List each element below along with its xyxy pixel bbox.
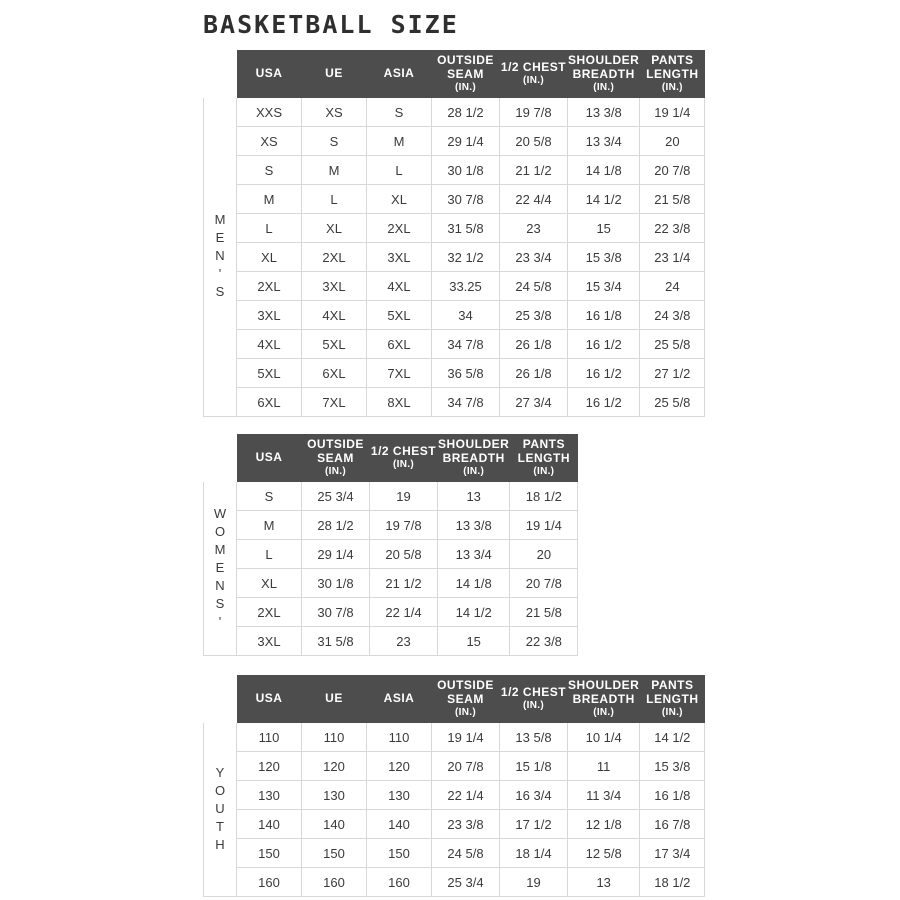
cell: 130 bbox=[367, 781, 432, 810]
page-title: BASKETBALL SIZE bbox=[203, 10, 459, 39]
cell: 15 1/8 bbox=[500, 752, 568, 781]
cell: 10 1/4 bbox=[568, 723, 640, 752]
table-row bbox=[204, 98, 705, 127]
cell: 21 1/2 bbox=[500, 156, 568, 185]
cell: 23 bbox=[500, 214, 568, 243]
cell: 14 1/2 bbox=[640, 723, 705, 752]
cell: 7XL bbox=[367, 359, 432, 388]
cell: 23 3/4 bbox=[500, 243, 568, 272]
mens-col-half-chest bbox=[500, 51, 568, 98]
mens-header-row bbox=[204, 51, 705, 98]
mens-col-pants-length-unit: (IN.) bbox=[661, 82, 683, 94]
mens-col-shoulder-breadth-unit: (IN.) bbox=[593, 82, 615, 94]
cell: M bbox=[367, 127, 432, 156]
cell: 20 bbox=[510, 540, 578, 569]
cell: 2XL bbox=[237, 272, 302, 301]
cell: 2XL bbox=[237, 598, 302, 627]
cell: 26 1/8 bbox=[500, 330, 568, 359]
womens-size-table bbox=[203, 434, 578, 656]
cell: 160 bbox=[302, 868, 367, 897]
youth-col-half-chest-label: 1/2 CHEST bbox=[500, 685, 567, 700]
cell: 4XL bbox=[302, 301, 367, 330]
cell: 150 bbox=[302, 839, 367, 868]
cell: 22 3/8 bbox=[510, 627, 578, 656]
cell: M bbox=[302, 156, 367, 185]
cell: 18 1/2 bbox=[510, 482, 578, 511]
cell: 150 bbox=[237, 839, 302, 868]
cell: 19 bbox=[370, 482, 438, 511]
cell: 5XL bbox=[367, 301, 432, 330]
youth-table-body bbox=[204, 723, 705, 897]
cell: 34 bbox=[432, 301, 500, 330]
cell: 20 5/8 bbox=[370, 540, 438, 569]
cell: 14 1/8 bbox=[568, 156, 640, 185]
mens-col-half-chest-label: 1/2 CHEST bbox=[500, 60, 567, 75]
cell: 6XL bbox=[302, 359, 367, 388]
table-row bbox=[204, 810, 705, 839]
cell: 5XL bbox=[237, 359, 302, 388]
cell: 19 7/8 bbox=[500, 98, 568, 127]
cell: 18 1/4 bbox=[500, 839, 568, 868]
cell: L bbox=[367, 156, 432, 185]
cell: 19 1/4 bbox=[640, 98, 705, 127]
cell: 28 1/2 bbox=[302, 511, 370, 540]
womens-col-half-chest-unit: (IN.) bbox=[393, 459, 414, 471]
youth-col-shoulder-breadth-unit: (IN.) bbox=[593, 707, 615, 719]
cell: 3XL bbox=[302, 272, 367, 301]
womens-group-label bbox=[204, 482, 237, 656]
cell: 2XL bbox=[367, 214, 432, 243]
cell: 15 3/8 bbox=[568, 243, 640, 272]
cell: 140 bbox=[302, 810, 367, 839]
table-row bbox=[204, 781, 705, 810]
youth-col-shoulder-breadth bbox=[568, 676, 640, 723]
womens-col-pants-length-label: PANTS LENGTH bbox=[517, 437, 571, 466]
cell: 11 3/4 bbox=[568, 781, 640, 810]
cell: 20 bbox=[640, 127, 705, 156]
cell: 31 5/8 bbox=[432, 214, 500, 243]
youth-group-label bbox=[204, 723, 237, 897]
youth-col-pants-length bbox=[640, 676, 705, 723]
cell: 31 5/8 bbox=[302, 627, 370, 656]
womens-col-outside-seam-unit: (IN.) bbox=[325, 466, 346, 478]
cell: 120 bbox=[367, 752, 432, 781]
table-row bbox=[204, 156, 705, 185]
cell: 33.25 bbox=[432, 272, 500, 301]
mens-col-outside-seam-label: OUTSIDE SEAM bbox=[437, 53, 494, 82]
table-row bbox=[204, 272, 705, 301]
womens-col-shoulder-breadth-label: SHOULDER BREADTH bbox=[438, 437, 510, 466]
cell: 19 1/4 bbox=[432, 723, 500, 752]
mens-size-table-block bbox=[203, 50, 705, 417]
table-row bbox=[204, 839, 705, 868]
cell: 14 1/2 bbox=[568, 185, 640, 214]
mens-size-table bbox=[203, 50, 705, 417]
cell: 16 1/2 bbox=[568, 330, 640, 359]
womens-corner-cell bbox=[204, 435, 237, 482]
cell: 20 5/8 bbox=[500, 127, 568, 156]
womens-col-pants-length-unit: (IN.) bbox=[533, 466, 555, 478]
cell: 22 1/4 bbox=[432, 781, 500, 810]
cell: 8XL bbox=[367, 388, 432, 417]
cell: 6XL bbox=[367, 330, 432, 359]
cell: 17 3/4 bbox=[640, 839, 705, 868]
cell: 19 1/4 bbox=[510, 511, 578, 540]
cell: 6XL bbox=[237, 388, 302, 417]
cell: 160 bbox=[367, 868, 432, 897]
cell: 16 1/8 bbox=[640, 781, 705, 810]
mens-group-label-text: MEN'S bbox=[212, 212, 228, 302]
cell: XS bbox=[302, 98, 367, 127]
cell: 21 1/2 bbox=[370, 569, 438, 598]
mens-table-body bbox=[204, 98, 705, 417]
cell: 150 bbox=[367, 839, 432, 868]
cell: 13 3/4 bbox=[438, 540, 510, 569]
cell: 25 3/8 bbox=[500, 301, 568, 330]
cell: 22 3/8 bbox=[640, 214, 705, 243]
cell: 15 3/4 bbox=[568, 272, 640, 301]
table-row bbox=[204, 243, 705, 272]
cell: L bbox=[237, 540, 302, 569]
cell: 13 3/8 bbox=[438, 511, 510, 540]
cell: XL bbox=[302, 214, 367, 243]
table-row bbox=[204, 540, 578, 569]
youth-col-pants-length-label: PANTS LENGTH bbox=[646, 678, 699, 707]
cell: 22 4/4 bbox=[500, 185, 568, 214]
cell: 16 1/2 bbox=[568, 388, 640, 417]
mens-col-half-chest-unit: (IN.) bbox=[523, 75, 544, 87]
womens-table-body bbox=[204, 482, 578, 656]
womens-size-table-block bbox=[203, 434, 578, 656]
cell: 3XL bbox=[237, 627, 302, 656]
youth-table-head bbox=[204, 676, 705, 723]
table-row bbox=[204, 627, 578, 656]
mens-col-shoulder-breadth-label: SHOULDER BREADTH bbox=[568, 53, 640, 82]
mens-col-ue: UE bbox=[302, 51, 367, 98]
cell: S bbox=[367, 98, 432, 127]
cell: 25 3/4 bbox=[302, 482, 370, 511]
cell: 110 bbox=[367, 723, 432, 752]
cell: 12 5/8 bbox=[568, 839, 640, 868]
cell: 19 7/8 bbox=[370, 511, 438, 540]
youth-col-ue: UE bbox=[302, 676, 367, 723]
youth-col-outside-seam-label: OUTSIDE SEAM bbox=[437, 678, 494, 707]
cell: 160 bbox=[237, 868, 302, 897]
cell: 3XL bbox=[367, 243, 432, 272]
cell: XL bbox=[367, 185, 432, 214]
cell: 13 3/4 bbox=[568, 127, 640, 156]
cell: 13 5/8 bbox=[500, 723, 568, 752]
youth-col-asia: ASIA bbox=[367, 676, 432, 723]
youth-group-label-text: YOUTH bbox=[212, 764, 228, 855]
youth-col-shoulder-breadth-label: SHOULDER BREADTH bbox=[568, 678, 640, 707]
cell: 29 1/4 bbox=[432, 127, 500, 156]
cell: 20 7/8 bbox=[510, 569, 578, 598]
cell: 29 1/4 bbox=[302, 540, 370, 569]
cell: 34 7/8 bbox=[432, 388, 500, 417]
cell: 2XL bbox=[302, 243, 367, 272]
cell: 30 1/8 bbox=[432, 156, 500, 185]
table-row bbox=[204, 127, 705, 156]
mens-col-usa: USA bbox=[237, 51, 302, 98]
cell: 17 1/2 bbox=[500, 810, 568, 839]
cell: 130 bbox=[302, 781, 367, 810]
youth-col-pants-length-unit: (IN.) bbox=[661, 707, 683, 719]
youth-corner-cell bbox=[204, 676, 237, 723]
cell: M bbox=[237, 511, 302, 540]
cell: 16 3/4 bbox=[500, 781, 568, 810]
youth-size-table-block bbox=[203, 675, 705, 897]
cell: 16 1/2 bbox=[568, 359, 640, 388]
cell: 5XL bbox=[302, 330, 367, 359]
mens-col-pants-length bbox=[640, 51, 705, 98]
mens-col-outside-seam bbox=[432, 51, 500, 98]
table-row bbox=[204, 330, 705, 359]
cell: 20 7/8 bbox=[640, 156, 705, 185]
table-row bbox=[204, 868, 705, 897]
cell: 27 3/4 bbox=[500, 388, 568, 417]
mens-col-asia: ASIA bbox=[367, 51, 432, 98]
table-row bbox=[204, 598, 578, 627]
table-row bbox=[204, 388, 705, 417]
cell: 16 7/8 bbox=[640, 810, 705, 839]
cell: 3XL bbox=[237, 301, 302, 330]
cell: 25 5/8 bbox=[640, 388, 705, 417]
table-row bbox=[204, 214, 705, 243]
cell: XL bbox=[237, 569, 302, 598]
cell: 22 1/4 bbox=[370, 598, 438, 627]
cell: 140 bbox=[237, 810, 302, 839]
cell: 15 bbox=[438, 627, 510, 656]
table-row bbox=[204, 723, 705, 752]
cell: 24 5/8 bbox=[432, 839, 500, 868]
table-row bbox=[204, 359, 705, 388]
cell: 30 7/8 bbox=[432, 185, 500, 214]
cell: 30 7/8 bbox=[302, 598, 370, 627]
cell: 27 1/2 bbox=[640, 359, 705, 388]
table-row bbox=[204, 752, 705, 781]
cell: 24 bbox=[640, 272, 705, 301]
womens-col-outside-seam-label: OUTSIDE SEAM bbox=[307, 437, 364, 466]
cell: 23 3/8 bbox=[432, 810, 500, 839]
cell: 28 1/2 bbox=[432, 98, 500, 127]
cell: 24 5/8 bbox=[500, 272, 568, 301]
table-row bbox=[204, 511, 578, 540]
womens-group-label-text: WOMENS' bbox=[212, 505, 228, 632]
cell: 16 1/8 bbox=[568, 301, 640, 330]
cell: 30 1/8 bbox=[302, 569, 370, 598]
cell: 21 5/8 bbox=[510, 598, 578, 627]
cell: XXS bbox=[237, 98, 302, 127]
cell: XL bbox=[237, 243, 302, 272]
cell: 120 bbox=[237, 752, 302, 781]
womens-col-shoulder-breadth bbox=[438, 435, 510, 482]
cell: 20 7/8 bbox=[432, 752, 500, 781]
cell: XS bbox=[237, 127, 302, 156]
womens-header-row bbox=[204, 435, 578, 482]
cell: 4XL bbox=[237, 330, 302, 359]
womens-col-usa: USA bbox=[237, 435, 302, 482]
cell: 12 1/8 bbox=[568, 810, 640, 839]
table-row bbox=[204, 482, 578, 511]
cell: 15 3/8 bbox=[640, 752, 705, 781]
mens-group-label bbox=[204, 98, 237, 417]
youth-col-outside-seam-unit: (IN.) bbox=[455, 707, 476, 719]
cell: 25 5/8 bbox=[640, 330, 705, 359]
cell: 7XL bbox=[302, 388, 367, 417]
cell: 23 1/4 bbox=[640, 243, 705, 272]
cell: 140 bbox=[367, 810, 432, 839]
table-row bbox=[204, 569, 578, 598]
cell: 14 1/2 bbox=[438, 598, 510, 627]
cell: 14 1/8 bbox=[438, 569, 510, 598]
cell: 110 bbox=[237, 723, 302, 752]
cell: 26 1/8 bbox=[500, 359, 568, 388]
womens-col-outside-seam bbox=[302, 435, 370, 482]
womens-col-pants-length bbox=[510, 435, 578, 482]
cell: 19 bbox=[500, 868, 568, 897]
cell: 13 bbox=[438, 482, 510, 511]
cell: 11 bbox=[568, 752, 640, 781]
cell: 13 bbox=[568, 868, 640, 897]
womens-col-half-chest bbox=[370, 435, 438, 482]
mens-col-shoulder-breadth bbox=[568, 51, 640, 98]
cell: 36 5/8 bbox=[432, 359, 500, 388]
cell: 110 bbox=[302, 723, 367, 752]
cell: S bbox=[302, 127, 367, 156]
cell: L bbox=[302, 185, 367, 214]
womens-col-shoulder-breadth-unit: (IN.) bbox=[463, 466, 485, 478]
mens-col-pants-length-label: PANTS LENGTH bbox=[646, 53, 699, 82]
youth-header-row bbox=[204, 676, 705, 723]
womens-col-half-chest-label: 1/2 CHEST bbox=[370, 444, 437, 459]
cell: 4XL bbox=[367, 272, 432, 301]
youth-col-usa: USA bbox=[237, 676, 302, 723]
youth-col-outside-seam bbox=[432, 676, 500, 723]
mens-corner-cell bbox=[204, 51, 237, 98]
mens-table-head bbox=[204, 51, 705, 98]
cell: 21 5/8 bbox=[640, 185, 705, 214]
cell: 130 bbox=[237, 781, 302, 810]
table-row bbox=[204, 301, 705, 330]
youth-col-half-chest bbox=[500, 676, 568, 723]
cell: S bbox=[237, 156, 302, 185]
cell: 13 3/8 bbox=[568, 98, 640, 127]
table-row bbox=[204, 185, 705, 214]
cell: 34 7/8 bbox=[432, 330, 500, 359]
cell: 18 1/2 bbox=[640, 868, 705, 897]
mens-col-outside-seam-unit: (IN.) bbox=[455, 82, 476, 94]
cell: M bbox=[237, 185, 302, 214]
womens-table-head bbox=[204, 435, 578, 482]
cell: 24 3/8 bbox=[640, 301, 705, 330]
cell: 15 bbox=[568, 214, 640, 243]
cell: 25 3/4 bbox=[432, 868, 500, 897]
cell: 120 bbox=[302, 752, 367, 781]
youth-size-table bbox=[203, 675, 705, 897]
cell: L bbox=[237, 214, 302, 243]
cell: S bbox=[237, 482, 302, 511]
cell: 23 bbox=[370, 627, 438, 656]
cell: 32 1/2 bbox=[432, 243, 500, 272]
youth-col-half-chest-unit: (IN.) bbox=[523, 700, 544, 712]
